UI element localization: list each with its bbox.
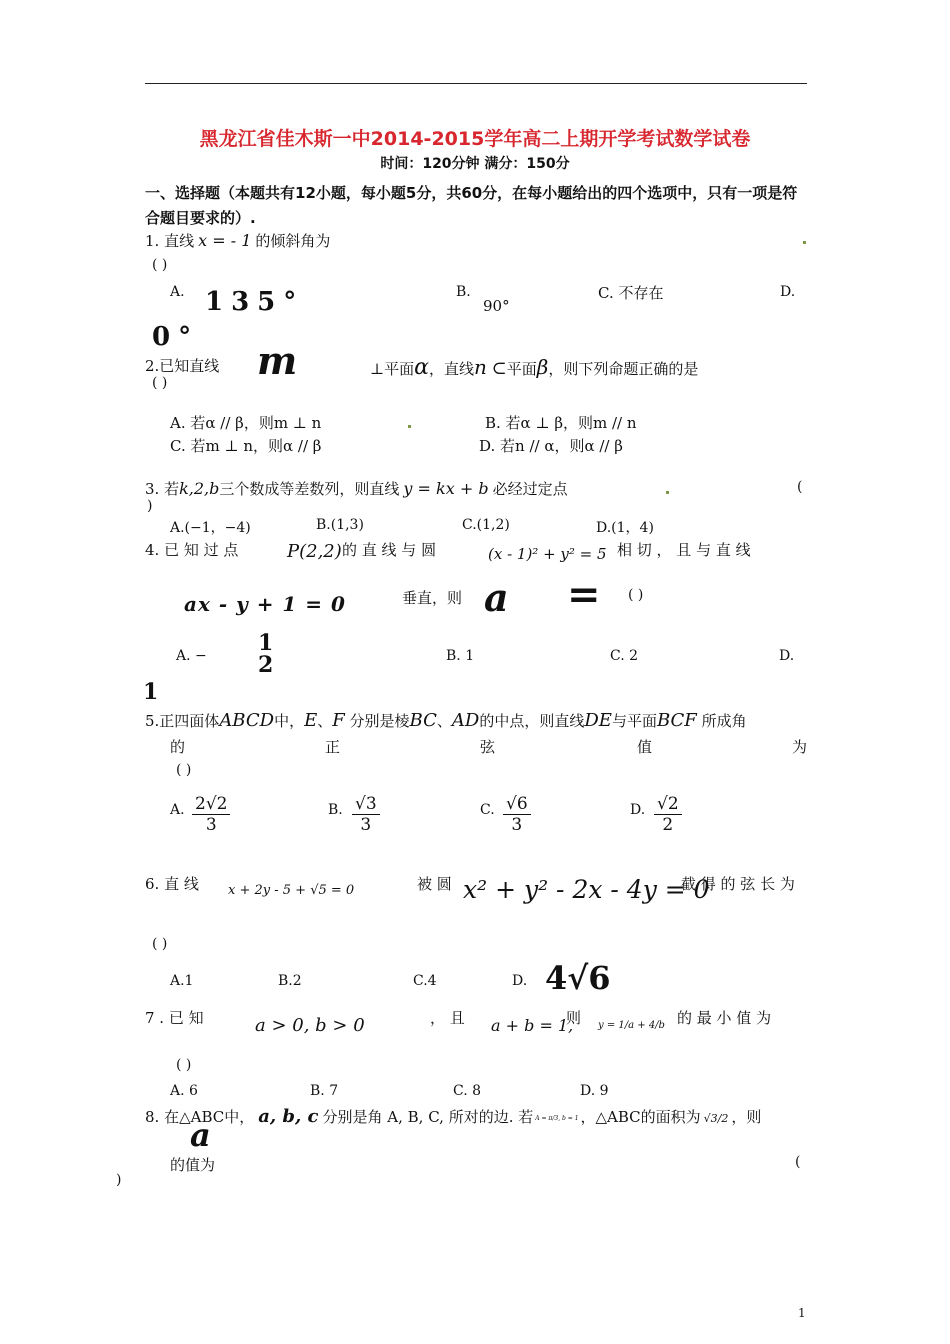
q7-option-d: D. 9 — [580, 1083, 609, 1099]
q7-stem-2: ， 且 — [430, 1009, 465, 1027]
speck-mark — [666, 491, 669, 494]
q7-option-c: C. 8 — [453, 1083, 482, 1099]
page-title: 黑龙江省佳木斯一中2014-2015学年高二上期开学考试数学试卷 — [199, 128, 751, 150]
q5-sep: 、 — [317, 712, 333, 730]
q2-stem-cont — [370, 355, 698, 380]
q5-option-d-fraction — [654, 794, 682, 835]
q8-paren-left: ( — [795, 1154, 801, 1170]
q4-option-c: C. 2 — [610, 648, 639, 664]
q4-option-a: A. − — [176, 648, 207, 664]
q6-line: x + 2y - 5 + √5 = 0 — [228, 883, 355, 898]
q3-option-b: B.(1,3) — [316, 517, 364, 533]
section-heading: 一、选择题（本题共有12小题，每小题5分，共60分，在每小题给出的四个选项中，只有一项是符合题目要求的）. — [145, 184, 798, 227]
q1-stem — [145, 230, 330, 251]
q4-fraction-den: 2 — [258, 652, 274, 678]
q7-function: y = 1/a + 4/b — [598, 1020, 665, 1031]
q5-f: F — [332, 710, 345, 731]
q2-line-text: ，直线 — [428, 360, 474, 378]
q5-stem-text-4: 的中点，则直线 — [479, 712, 585, 730]
q1-expr: x = - 1 — [198, 231, 252, 250]
q5-bc: BC — [409, 710, 437, 731]
q8-stem-text-3: ，△ABC的面积为 — [580, 1108, 701, 1126]
q2-option-d: D. 若n // α，则α // β — [479, 437, 623, 455]
q7-option-a: A. 6 — [170, 1083, 198, 1099]
q7-stem-3: 则 — [566, 1009, 582, 1027]
q5-answer-paren: ( ) — [176, 762, 192, 778]
q8-stem-text-2: 分别是角 A, B, C, 所对的边. 若 — [322, 1108, 534, 1126]
q4-point: P(2,2) — [287, 541, 342, 562]
q6-option-d: D. — [512, 973, 528, 989]
q5-abcd: ABCD — [219, 710, 275, 731]
exam-info: 时间：120分钟 满分：150分 — [380, 156, 570, 172]
q4-stem-2: 的 直 线 与 圆 — [342, 541, 437, 559]
q4-equals: = — [567, 571, 601, 618]
q8-given: A = π/3, b = 1 — [535, 1114, 579, 1122]
speck-mark — [803, 241, 806, 244]
q5-line2-w3: 弦 — [480, 738, 496, 756]
q4-answer-paren: ( ) — [628, 587, 644, 603]
q5-stem — [145, 710, 747, 731]
q5-line2-w4: 值 — [637, 738, 653, 756]
q4-option-d-value: 1 — [143, 679, 159, 705]
q6-stem: 6. 直 线 — [145, 875, 199, 893]
q5-stem-text-3: 分别是棱 — [349, 712, 410, 730]
header-rule — [145, 83, 807, 84]
q2-perp-text: ⊥平面 — [370, 360, 415, 378]
fraction-num: √3 — [352, 794, 380, 815]
q5-option-b: B. — [328, 802, 343, 818]
q6-option-b: B.2 — [278, 973, 302, 989]
q6-answer-paren: ( ) — [152, 936, 168, 952]
q8-paren-right: ) — [116, 1172, 122, 1188]
q5-option-c: C. — [480, 802, 495, 818]
q7-condition: a > 0, b > 0 — [255, 1015, 365, 1036]
q4-a-symbol: a — [484, 575, 509, 620]
fraction-den: 3 — [511, 815, 523, 835]
q1-option-a-value: 135° — [205, 287, 305, 317]
q5-stem-end: 所成角 — [701, 712, 747, 730]
q4-stem: 4. 已 知 过 点 — [145, 541, 239, 559]
fraction-den: 2 — [662, 815, 674, 835]
q1-stem-text: 1. 直线 — [145, 232, 195, 250]
q7-sum: a + b = 1, — [491, 1016, 574, 1035]
q2-beta: β — [536, 355, 549, 379]
q3-option-c: C.(1,2) — [462, 517, 510, 533]
q5-option-b-fraction — [352, 794, 380, 835]
q5-line2-w1: 的 — [170, 738, 186, 756]
q1-option-c: C. 不存在 — [598, 284, 664, 302]
q4-option-d: D. — [779, 648, 795, 664]
q4-line: ax - y + 1 = 0 — [184, 592, 346, 616]
q1-option-b-value: 90° — [483, 297, 510, 315]
q5-ad: AD — [451, 710, 480, 731]
q4-fraction-num: 1 — [258, 630, 274, 656]
q3-option-a: A.(−1，−4) — [170, 520, 251, 536]
fraction-num: 2√2 — [192, 794, 230, 815]
q5-e: E — [304, 710, 318, 731]
q4-option-b: B. 1 — [446, 648, 475, 664]
q3-paren-left: ( — [797, 479, 803, 495]
q5-stem-text-5: 与平面 — [611, 712, 657, 730]
q3-stem-text-2: 三个数成等差数列，则直线 — [219, 480, 400, 498]
q1-option-d: D. — [780, 284, 796, 300]
q1-stem-text-2: 的倾斜角为 — [255, 232, 331, 250]
q3-stem-text: 3. 若 — [145, 480, 180, 498]
q7-option-b: B. 7 — [310, 1083, 339, 1099]
q3-paren-right: ) — [147, 498, 153, 514]
q3-option-d: D.(1，4) — [596, 520, 654, 536]
q6-stem-2: 被 圆 — [417, 875, 452, 893]
q1-answer-paren: ( ) — [152, 257, 168, 273]
fraction-num: √6 — [503, 794, 531, 815]
q4-stem-3: 相 切 ， 且 与 直 线 — [617, 541, 751, 559]
q8-a-symbol: a — [190, 1116, 211, 1154]
q4-stem-4: 垂直，则 — [402, 589, 463, 607]
q6-stem-3: 截 得 的 弦 长 为 — [681, 875, 795, 893]
q6-circle: x² + y² - 2x - 4y = 0 — [463, 875, 710, 904]
q7-answer-paren: ( ) — [176, 1057, 192, 1073]
q3-vars: k,2,b — [179, 479, 220, 498]
q1-option-d-value: 0° — [152, 322, 200, 352]
q2-m-symbol: m — [257, 338, 298, 383]
q7-stem: 7 . 已 知 — [145, 1009, 204, 1027]
q8-stem-end: ，则 — [731, 1108, 762, 1126]
q3-line: y = kx + b — [403, 479, 489, 498]
fraction-num: √2 — [654, 794, 682, 815]
q2-subset: ⊂ — [491, 358, 507, 379]
q5-option-a-fraction — [192, 794, 230, 835]
fraction-den: 3 — [360, 815, 372, 835]
q6-option-d-value: 4√6 — [545, 959, 611, 997]
q5-option-a: A. — [170, 802, 185, 818]
q8-abc: a, b, c — [258, 1106, 319, 1127]
q6-option-a: A.1 — [170, 973, 194, 989]
q5-sep-2: 、 — [436, 712, 452, 730]
q4-circle: (x - 1)² + y² = 5 — [488, 545, 607, 563]
q2-plane-text: 平面 — [506, 360, 537, 378]
q5-bcf: BCF — [656, 710, 697, 731]
q2-alpha: α — [414, 355, 429, 380]
q2-stem-end: ，则下列命题正确的是 — [548, 360, 699, 378]
page-number: 1 — [798, 1306, 806, 1320]
q2-stem-text: 2.已知直线 — [145, 357, 220, 375]
q5-option-c-fraction — [503, 794, 531, 835]
q2-stem — [145, 355, 219, 376]
q4-option-a-fraction — [258, 632, 273, 676]
q1-option-b: B. — [456, 284, 471, 300]
q5-de: DE — [584, 710, 612, 731]
q8-stem — [145, 1106, 761, 1127]
q6-option-c: C.4 — [413, 973, 437, 989]
speck-mark — [408, 425, 411, 428]
q8-area: √3/2 — [703, 1112, 729, 1125]
fraction-den: 3 — [205, 815, 217, 835]
q1-option-a: A. — [170, 284, 185, 300]
q5-option-d: D. — [630, 802, 646, 818]
q3-stem-end: 必经过定点 — [492, 480, 568, 498]
q2-answer-paren: ( ) — [152, 375, 168, 391]
q2-option-a: A. 若α // β，则m ⊥ n — [170, 414, 322, 432]
q2-n: n — [473, 355, 487, 379]
q3-stem — [145, 478, 568, 499]
q2-option-c: C. 若m ⊥ n，则α // β — [170, 437, 322, 455]
q7-stem-4: 的 最 小 值 为 — [677, 1009, 772, 1027]
q8-stem-text: 8. 在△ABC中， — [145, 1108, 255, 1126]
q8-stem-2: 的值为 — [170, 1156, 216, 1174]
q2-option-b: B. 若α ⊥ β，则m // n — [485, 414, 637, 432]
q5-line2-w2: 正 — [325, 738, 341, 756]
q5-stem-text-2: 中， — [274, 712, 305, 730]
q5-stem-text: 5.正四面体 — [145, 712, 220, 730]
q5-line2-w5: 为 — [792, 738, 808, 756]
